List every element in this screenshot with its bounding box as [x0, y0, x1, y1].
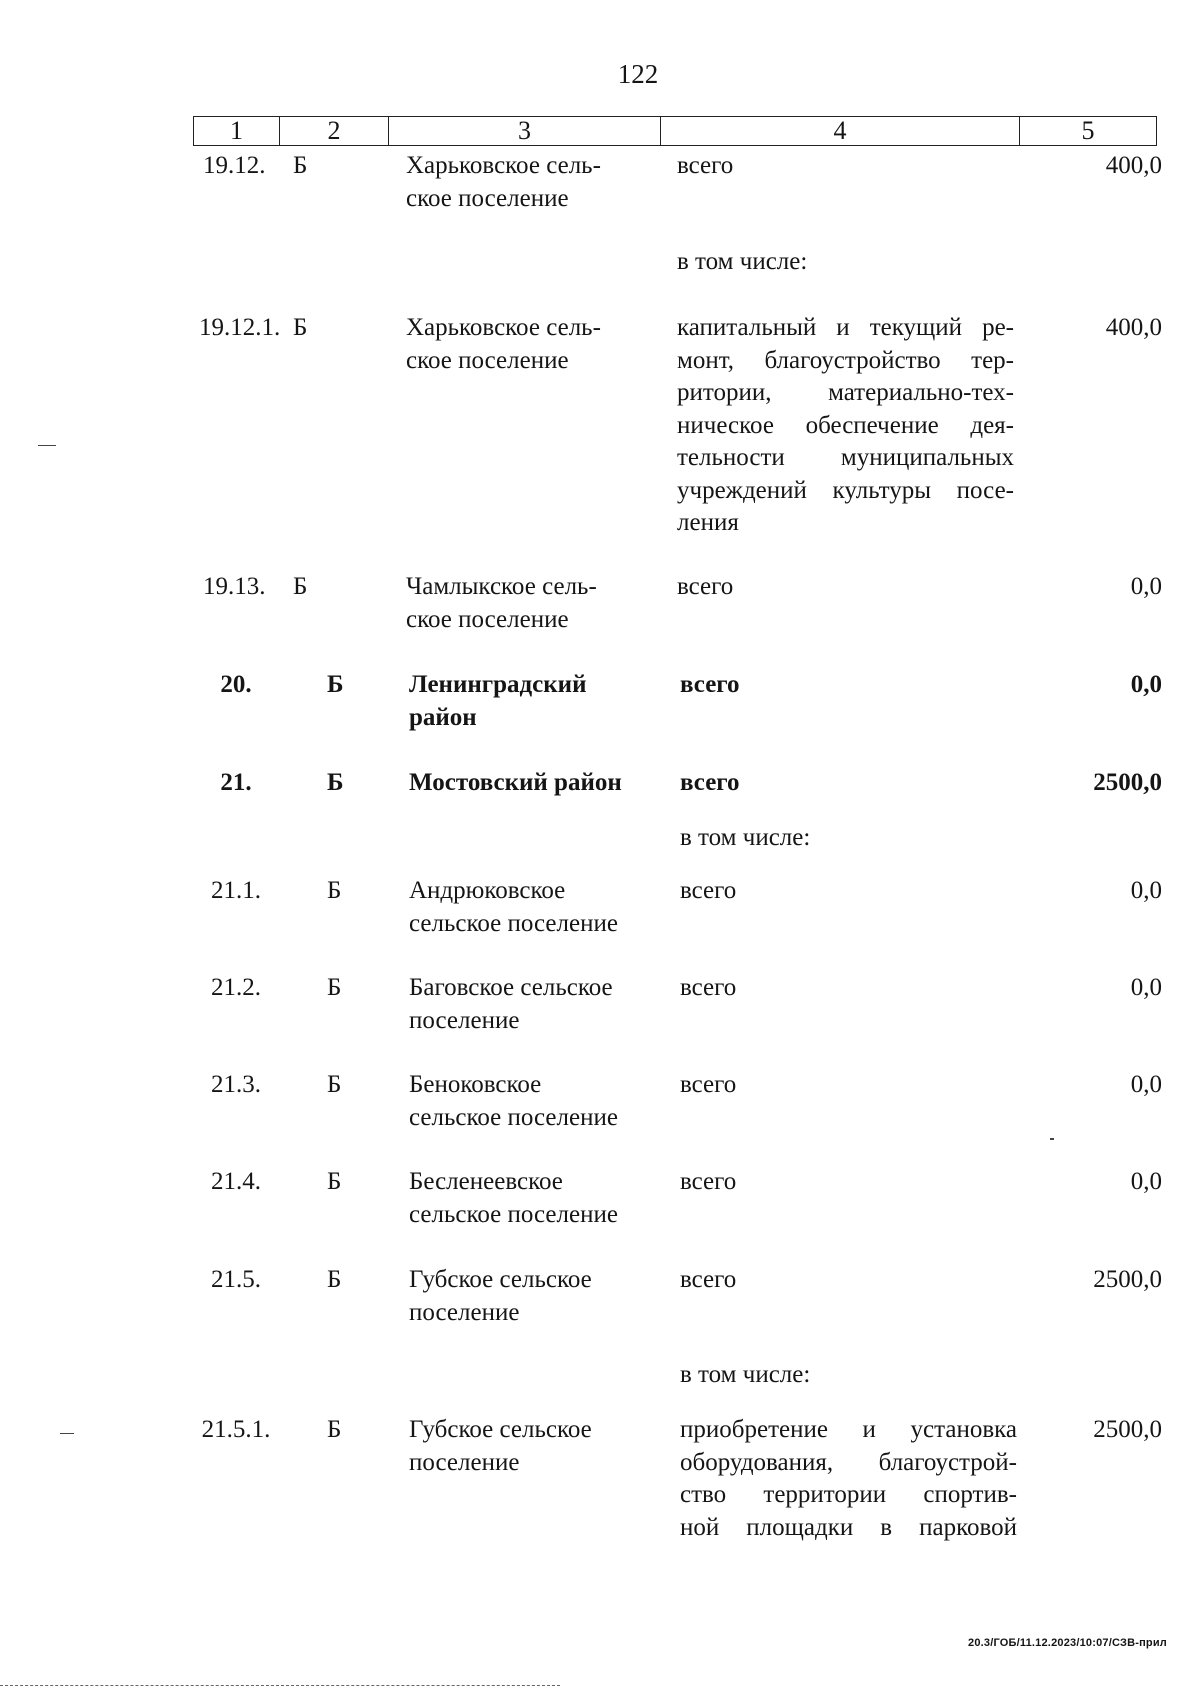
header-col-1: 1	[194, 117, 280, 145]
row-name	[409, 1264, 659, 1329]
row-name	[409, 669, 659, 734]
page-number: 122	[617, 59, 659, 89]
row-purpose-line: ритории, материально-тех-	[677, 379, 1014, 406]
row-code: Б	[327, 1416, 342, 1443]
row-purpose-line: всего	[677, 152, 734, 179]
row-code: Б	[327, 974, 342, 1001]
row-name	[409, 1166, 659, 1231]
row-name-line: Бесленеевское	[409, 1168, 563, 1195]
row-code: Б	[293, 573, 308, 600]
row-number: 21.	[220, 769, 252, 796]
document-footer-code: 20.3/ГОБ/11.12.2023/10:07/СЗВ-прил	[968, 1637, 1167, 1649]
row-purpose	[680, 1166, 1017, 1199]
row-note: в том числе:	[677, 248, 808, 275]
row-name	[409, 972, 659, 1037]
row-purpose-line: всего	[680, 1168, 737, 1195]
scan-speck	[60, 1433, 74, 1434]
row-purpose-line: тельности муниципальных	[677, 444, 1014, 471]
row-purpose-line: учреждений культуры посе-	[677, 476, 1014, 504]
row-purpose	[680, 767, 1017, 800]
row-name-line: Ленинградский	[409, 671, 587, 698]
row-number: 21.3.	[211, 1071, 261, 1098]
row-name-line: Губское сельское	[409, 1266, 592, 1293]
row-purpose	[680, 1264, 1017, 1297]
header-col-5: 5	[1081, 116, 1095, 145]
row-name-line: Мостовский район	[409, 769, 622, 796]
row-number: 21.2.	[211, 974, 261, 1001]
row-amount: 0,0	[1130, 974, 1162, 1001]
row-name-line: Беноковское	[409, 1071, 542, 1098]
row-purpose-line: ной площадки в парковой	[680, 1513, 1017, 1541]
row-purpose-line: ническое обеспечение дея-	[677, 411, 1014, 439]
row-amount: 0,0	[1130, 1168, 1162, 1195]
row-code: Б	[327, 769, 344, 796]
row-purpose-line: всего	[680, 769, 740, 796]
header-col-3: 3	[389, 117, 661, 145]
row-purpose-line: ления	[677, 509, 739, 536]
table-header	[193, 116, 1157, 146]
row-number: 21.4.	[211, 1168, 261, 1195]
row-name-line: Андрюковское	[409, 877, 566, 904]
row-name-line: Губское сельское	[409, 1416, 592, 1443]
row-name-line: сельское поселение	[409, 909, 618, 937]
row-name	[406, 312, 656, 377]
row-amount: 2500,0	[1093, 769, 1162, 796]
row-purpose-line: ство территории спортив-	[680, 1481, 1017, 1508]
row-name-line: сельское поселение	[409, 1103, 618, 1131]
row-purpose-line: монт, благоустройство тер-	[677, 346, 1014, 374]
row-note: в том числе:	[680, 1361, 811, 1388]
row-name-line: ское поселение	[406, 184, 569, 212]
row-number: 19.12.1.	[199, 314, 281, 341]
row-amount: 0,0	[1130, 1071, 1162, 1098]
row-name	[409, 1069, 659, 1134]
row-amount: 0,0	[1130, 877, 1162, 904]
row-name-line: ское поселение	[406, 605, 569, 633]
row-purpose-line: всего	[680, 974, 737, 1001]
row-name	[406, 150, 656, 215]
row-name-line: сельское поселение	[409, 1200, 618, 1228]
row-purpose-line: всего	[677, 573, 734, 600]
row-purpose-line: всего	[680, 1266, 737, 1293]
scan-speck	[1050, 1138, 1054, 1140]
row-note: в том числе:	[680, 824, 811, 851]
scan-speck	[38, 445, 56, 446]
row-name-line: поселение	[409, 1298, 520, 1326]
row-purpose	[677, 571, 1014, 604]
row-number: 19.12.	[203, 152, 266, 179]
row-amount: 2500,0	[1093, 1416, 1162, 1443]
row-code: Б	[327, 877, 342, 904]
row-purpose	[677, 150, 1014, 183]
row-purpose-line: приобретение и установка	[680, 1416, 1017, 1443]
row-name-line: Чамлыкское сель-	[406, 573, 597, 600]
row-amount: 400,0	[1105, 152, 1162, 179]
row-name-line: Баговское сельское	[409, 974, 613, 1001]
row-code: Б	[293, 314, 308, 341]
scan-edge-line	[0, 1685, 560, 1686]
row-purpose-line: всего	[680, 671, 740, 698]
row-name	[409, 1414, 659, 1479]
row-amount: 0,0	[1130, 671, 1162, 698]
row-code: Б	[293, 152, 308, 179]
row-amount: 400,0	[1105, 314, 1162, 341]
row-name	[409, 875, 659, 940]
row-purpose-line: всего	[680, 1071, 737, 1098]
row-purpose	[680, 1414, 1017, 1544]
row-number: 21.5.	[211, 1266, 261, 1293]
row-name-line: Харьковское сель-	[406, 314, 601, 341]
row-purpose	[677, 312, 1014, 540]
row-purpose-line: капитальный и текущий ре-	[677, 314, 1014, 341]
row-purpose	[680, 875, 1017, 908]
row-purpose	[680, 1069, 1017, 1102]
row-code: Б	[327, 1071, 342, 1098]
row-purpose	[680, 972, 1017, 1005]
row-amount: 2500,0	[1093, 1266, 1162, 1293]
header-col-4: 4	[661, 117, 1020, 145]
row-purpose-line: оборудования, благоустрой-	[680, 1448, 1017, 1476]
header-col-2: 2	[280, 117, 389, 145]
row-number: 21.5.1.	[201, 1416, 271, 1443]
row-name-line: поселение	[409, 1448, 520, 1476]
row-number: 21.1.	[211, 877, 261, 904]
row-code: Б	[327, 1168, 342, 1195]
row-code: Б	[327, 1266, 342, 1293]
row-purpose	[680, 669, 1017, 702]
row-name-line: поселение	[409, 1006, 520, 1034]
row-code: Б	[327, 671, 344, 698]
row-name	[409, 767, 679, 800]
row-purpose-line: всего	[680, 877, 737, 904]
row-name-line: ское поселение	[406, 346, 569, 374]
row-name	[406, 571, 656, 636]
row-name-line: Харьковское сель-	[406, 152, 601, 179]
row-number: 19.13.	[203, 573, 266, 600]
row-number: 20.	[220, 671, 252, 698]
row-amount: 0,0	[1130, 573, 1162, 600]
row-name-line: район	[409, 703, 477, 731]
